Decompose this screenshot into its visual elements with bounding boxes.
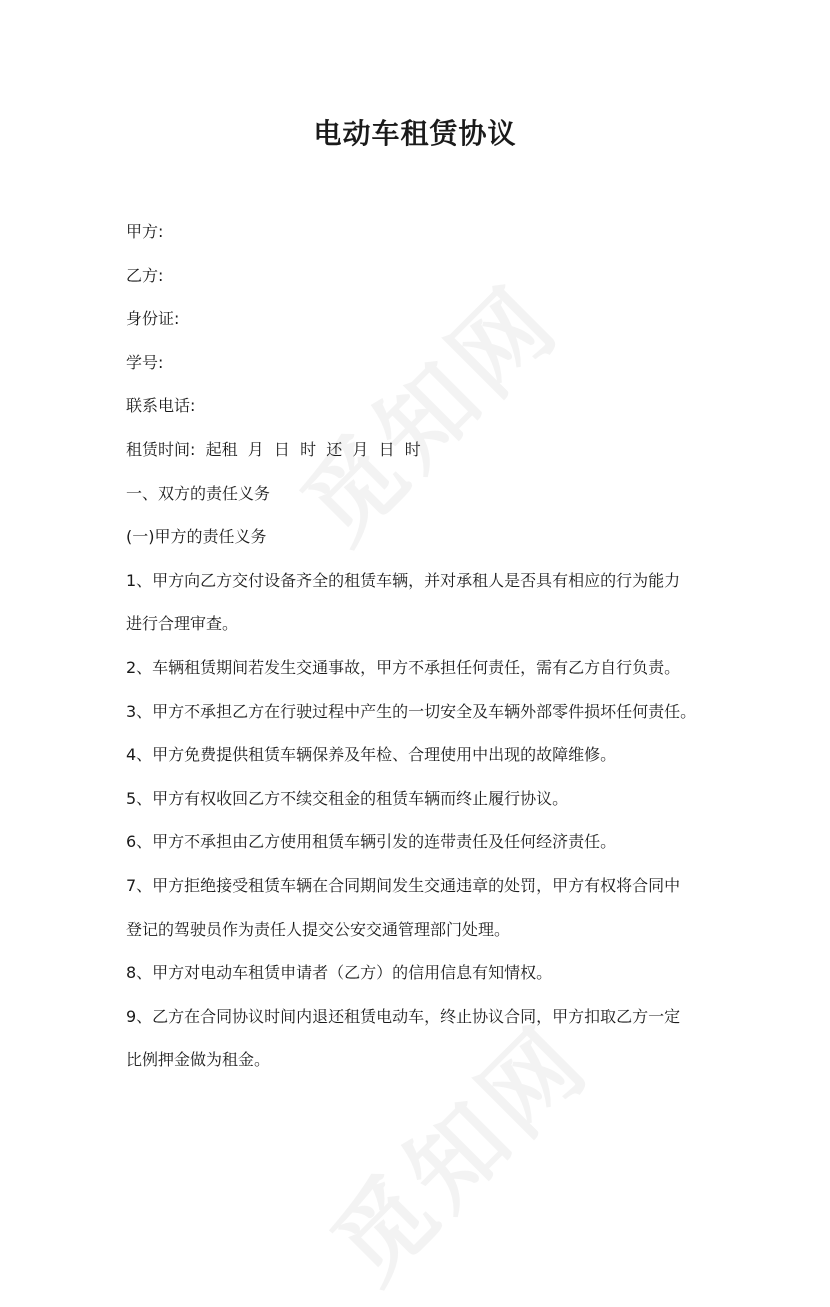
subsection-heading: (一)甲方的责任义务 (126, 527, 267, 547)
clause-3: 3、甲方不承担乙方在行驶过程中产生的一切安全及车辆外部零件损坏任何责任。 (126, 701, 697, 721)
clause-2: 2、车辆租赁期间若发生交通事故，甲方不承担任何责任，需有乙方自行负责。 (126, 657, 681, 677)
clause-8: 8、甲方对电动车租赁申请者（乙方）的信用信息有知情权。 (126, 963, 553, 983)
clause-7-cont: 登记的驾驶员作为责任人提交公安交通管理部门处理。 (126, 919, 511, 939)
rental-time-line: 租赁时间: 起租 月 日 时 还 月 日 时 (126, 439, 421, 459)
clause-9: 9、乙方在合同协议时间内退还租赁电动车，终止协议合同，甲方扣取乙方一定 (126, 1006, 681, 1026)
phone-line: 联系电话: (126, 396, 196, 416)
party-b-line: 乙方: (126, 265, 164, 285)
clause-1-cont: 进行合理审查。 (126, 614, 239, 634)
clause-6: 6、甲方不承担由乙方使用租赁车辆引发的连带责任及任何经济责任。 (126, 832, 617, 852)
document-title: 电动车租赁协议 (313, 117, 517, 150)
party-a-line: 甲方: (126, 222, 164, 241)
clause-7: 7、甲方拒绝接受租赁车辆在合同期间发生交通违章的处罚，甲方有权将合同中 (126, 875, 681, 895)
section-heading: 一、双方的责任义务 (126, 483, 271, 503)
clause-4: 4、甲方免费提供租赁车辆保养及年检、合理使用中出现的故障维修。 (126, 745, 617, 765)
clause-1: 1、甲方向乙方交付设备齐全的租赁车辆，并对承租人是否具有相应的行为能力 (126, 570, 681, 590)
student-id-line: 学号: (126, 352, 164, 372)
document-body (126, 216, 726, 1088)
clause-9-cont: 比例押金做为租金。 (126, 1050, 271, 1070)
id-card-line: 身份证: (126, 309, 180, 329)
clause-5: 5、甲方有权收回乙方不续交租金的租赁车辆而终止履行协议。 (126, 788, 569, 808)
